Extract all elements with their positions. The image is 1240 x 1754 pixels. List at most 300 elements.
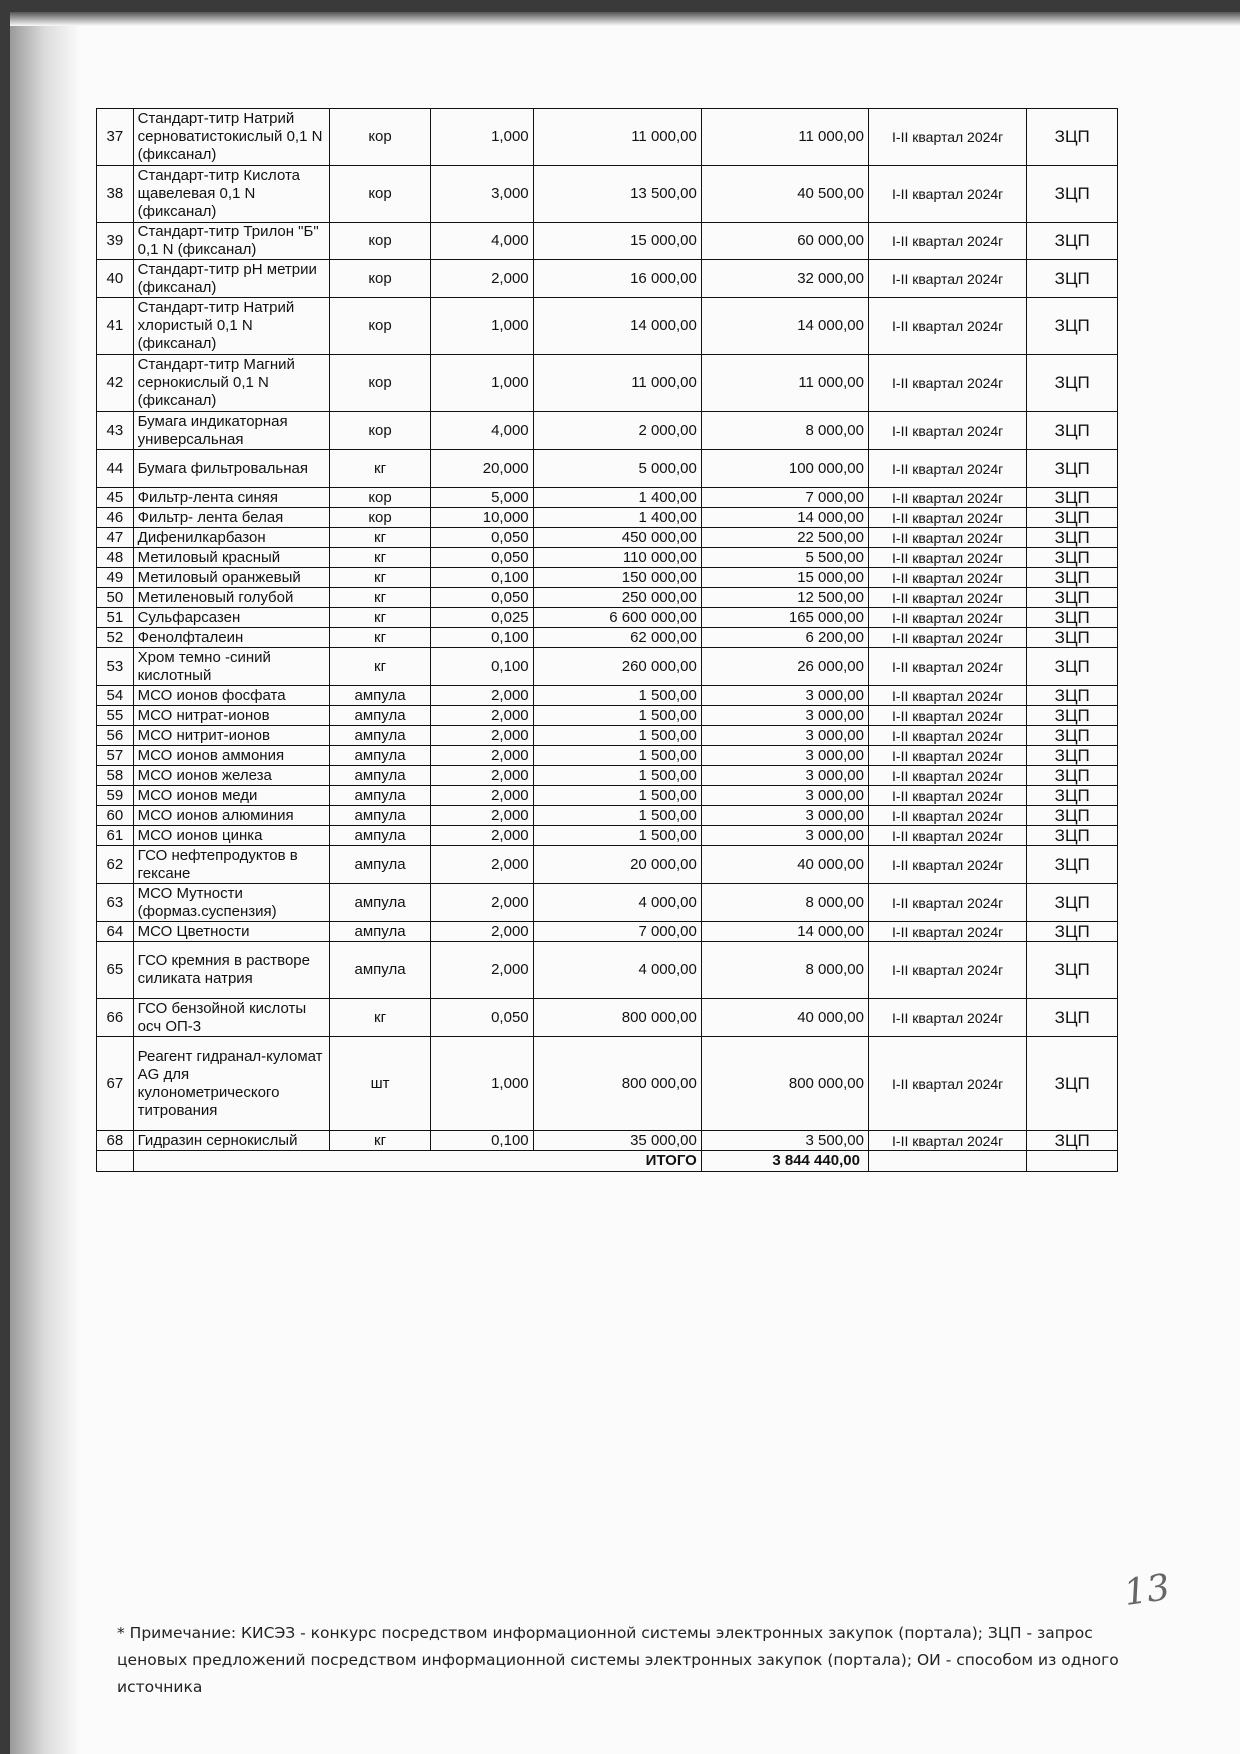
- period-cell: I-II квартал 2024г: [868, 999, 1026, 1037]
- period-cell: I-II квартал 2024г: [868, 260, 1026, 298]
- sum-cell: 11 000,00: [701, 355, 868, 412]
- table-row: [97, 1131, 1118, 1151]
- unit-cell: ампула: [329, 942, 430, 999]
- method-cell: ЗЦП: [1027, 806, 1118, 826]
- table-row: [97, 450, 1118, 488]
- quantity-cell: 0,100: [431, 568, 533, 588]
- item-name: МСО Мутности (формаз.суспензия): [133, 884, 329, 922]
- sum-cell: 3 000,00: [701, 746, 868, 766]
- table-row: [97, 746, 1118, 766]
- footnote: * Примечание: КИСЭЗ - конкурс посредством информационной системы электронных закупок (портала); ЗЦП - запрос ценовых предложений посредством информационной системы электронных закупок (портала); ОИ - способом из одного источника: [117, 1624, 1119, 1696]
- quantity-cell: 2,000: [431, 922, 533, 942]
- quantity-cell: 0,100: [431, 1131, 533, 1151]
- item-name: Метиловый оранжевый: [133, 568, 329, 588]
- sum-cell: 3 000,00: [701, 706, 868, 726]
- price-cell: 1 500,00: [533, 826, 701, 846]
- unit-cell: кг: [329, 1131, 430, 1151]
- unit-cell: кг: [329, 648, 430, 686]
- total-empty-cell: [1027, 1151, 1118, 1172]
- method-cell: ЗЦП: [1027, 648, 1118, 686]
- row-number: 39: [97, 223, 134, 260]
- price-cell: 4 000,00: [533, 942, 701, 999]
- total-label: ИТОГО: [133, 1151, 701, 1172]
- period-cell: I-II квартал 2024г: [868, 508, 1026, 528]
- item-name: Гидразин сернокислый: [133, 1131, 329, 1151]
- item-name: МСО ионов железа: [133, 766, 329, 786]
- table-row: [97, 786, 1118, 806]
- sum-cell: 3 000,00: [701, 826, 868, 846]
- period-cell: I-II квартал 2024г: [868, 686, 1026, 706]
- unit-cell: ампула: [329, 726, 430, 746]
- item-name: Хром темно -синий кислотный: [133, 648, 329, 686]
- row-number: 43: [97, 412, 134, 450]
- method-cell: ЗЦП: [1027, 706, 1118, 726]
- sum-cell: 14 000,00: [701, 922, 868, 942]
- method-cell: ЗЦП: [1027, 686, 1118, 706]
- quantity-cell: 2,000: [431, 884, 533, 922]
- row-number: 40: [97, 260, 134, 298]
- table-row: [97, 223, 1118, 260]
- period-cell: I-II квартал 2024г: [868, 166, 1026, 223]
- period-cell: I-II квартал 2024г: [868, 826, 1026, 846]
- table-row: [97, 528, 1118, 548]
- row-number: 64: [97, 922, 134, 942]
- scan-shadow-top: [10, 12, 1240, 26]
- row-number: 55: [97, 706, 134, 726]
- unit-cell: ампула: [329, 706, 430, 726]
- quantity-cell: 10,000: [431, 508, 533, 528]
- table-row: [97, 1037, 1118, 1131]
- quantity-cell: 0,050: [431, 548, 533, 568]
- method-cell: ЗЦП: [1027, 826, 1118, 846]
- method-cell: ЗЦП: [1027, 1131, 1118, 1151]
- row-number: 58: [97, 766, 134, 786]
- sum-cell: 3 000,00: [701, 786, 868, 806]
- price-cell: 5 000,00: [533, 450, 701, 488]
- row-number: 50: [97, 588, 134, 608]
- sum-cell: 14 000,00: [701, 508, 868, 528]
- unit-cell: кор: [329, 508, 430, 528]
- price-cell: 800 000,00: [533, 1037, 701, 1131]
- table-row: [97, 412, 1118, 450]
- table-row: [97, 726, 1118, 746]
- item-name: МСО Цветности: [133, 922, 329, 942]
- item-name: ГСО нефтепродуктов в гексане: [133, 846, 329, 884]
- price-cell: 1 500,00: [533, 806, 701, 826]
- method-cell: ЗЦП: [1027, 298, 1118, 355]
- price-cell: 14 000,00: [533, 298, 701, 355]
- row-number: 53: [97, 648, 134, 686]
- quantity-cell: 0,100: [431, 648, 533, 686]
- sum-cell: 7 000,00: [701, 488, 868, 508]
- sum-cell: 100 000,00: [701, 450, 868, 488]
- method-cell: ЗЦП: [1027, 488, 1118, 508]
- table-row: [97, 628, 1118, 648]
- quantity-cell: 20,000: [431, 450, 533, 488]
- table-row: [97, 109, 1118, 166]
- table-row: [97, 826, 1118, 846]
- price-cell: 2 000,00: [533, 412, 701, 450]
- sum-cell: 26 000,00: [701, 648, 868, 686]
- item-name: МСО ионов цинка: [133, 826, 329, 846]
- period-cell: I-II квартал 2024г: [868, 766, 1026, 786]
- item-name: Бумага индикаторная универсальная: [133, 412, 329, 450]
- quantity-cell: 2,000: [431, 766, 533, 786]
- quantity-cell: 0,050: [431, 999, 533, 1037]
- sum-cell: 14 000,00: [701, 298, 868, 355]
- period-cell: I-II квартал 2024г: [868, 109, 1026, 166]
- period-cell: I-II квартал 2024г: [868, 608, 1026, 628]
- row-number: 44: [97, 450, 134, 488]
- price-cell: 1 500,00: [533, 786, 701, 806]
- price-cell: 250 000,00: [533, 588, 701, 608]
- unit-cell: ампула: [329, 922, 430, 942]
- period-cell: I-II квартал 2024г: [868, 548, 1026, 568]
- period-cell: I-II квартал 2024г: [868, 528, 1026, 548]
- price-cell: 150 000,00: [533, 568, 701, 588]
- row-number: 59: [97, 786, 134, 806]
- unit-cell: кг: [329, 608, 430, 628]
- unit-cell: кор: [329, 223, 430, 260]
- price-cell: 7 000,00: [533, 922, 701, 942]
- total-value: 3 844 440,00: [701, 1151, 868, 1172]
- price-cell: 1 500,00: [533, 706, 701, 726]
- unit-cell: ампула: [329, 786, 430, 806]
- item-name: МСО ионов меди: [133, 786, 329, 806]
- quantity-cell: 2,000: [431, 846, 533, 884]
- row-number: 42: [97, 355, 134, 412]
- unit-cell: кг: [329, 568, 430, 588]
- item-name: Стандарт-титр Натрий серноватистокислый 0,1 N (фиксанал): [133, 109, 329, 166]
- sum-cell: 22 500,00: [701, 528, 868, 548]
- row-number: 52: [97, 628, 134, 648]
- table-row: [97, 166, 1118, 223]
- sum-cell: 3 000,00: [701, 686, 868, 706]
- quantity-cell: 2,000: [431, 686, 533, 706]
- item-name: МСО нитрат-ионов: [133, 706, 329, 726]
- scan-shadow-left: [10, 12, 80, 1754]
- table-row: [97, 999, 1118, 1037]
- quantity-cell: 4,000: [431, 412, 533, 450]
- sum-cell: 3 500,00: [701, 1131, 868, 1151]
- row-number: 57: [97, 746, 134, 766]
- price-cell: 16 000,00: [533, 260, 701, 298]
- period-cell: I-II квартал 2024г: [868, 568, 1026, 588]
- unit-cell: кор: [329, 298, 430, 355]
- price-cell: 1 400,00: [533, 508, 701, 528]
- method-cell: ЗЦП: [1027, 999, 1118, 1037]
- period-cell: I-II квартал 2024г: [868, 746, 1026, 766]
- total-empty-cell: [868, 1151, 1026, 1172]
- row-number: 47: [97, 528, 134, 548]
- total-row: [97, 1151, 1118, 1172]
- quantity-cell: 2,000: [431, 746, 533, 766]
- price-cell: 800 000,00: [533, 999, 701, 1037]
- method-cell: ЗЦП: [1027, 1037, 1118, 1131]
- unit-cell: кор: [329, 166, 430, 223]
- method-cell: ЗЦП: [1027, 568, 1118, 588]
- table-row: [97, 766, 1118, 786]
- unit-cell: ампула: [329, 846, 430, 884]
- price-cell: 110 000,00: [533, 548, 701, 568]
- quantity-cell: 1,000: [431, 355, 533, 412]
- price-cell: 35 000,00: [533, 1131, 701, 1151]
- item-name: МСО ионов алюминия: [133, 806, 329, 826]
- table-row: [97, 588, 1118, 608]
- quantity-cell: 1,000: [431, 1037, 533, 1131]
- sum-cell: 165 000,00: [701, 608, 868, 628]
- unit-cell: кг: [329, 999, 430, 1037]
- sum-cell: 40 000,00: [701, 999, 868, 1037]
- table-row: [97, 548, 1118, 568]
- sum-cell: 3 000,00: [701, 806, 868, 826]
- item-name: Метиленовый голубой: [133, 588, 329, 608]
- period-cell: I-II квартал 2024г: [868, 884, 1026, 922]
- price-cell: 4 000,00: [533, 884, 701, 922]
- method-cell: ЗЦП: [1027, 746, 1118, 766]
- item-name: Фенолфталеин: [133, 628, 329, 648]
- row-number: 48: [97, 548, 134, 568]
- price-cell: 260 000,00: [533, 648, 701, 686]
- unit-cell: кг: [329, 450, 430, 488]
- method-cell: ЗЦП: [1027, 109, 1118, 166]
- table-row: [97, 608, 1118, 628]
- period-cell: I-II квартал 2024г: [868, 786, 1026, 806]
- sum-cell: 11 000,00: [701, 109, 868, 166]
- sum-cell: 800 000,00: [701, 1037, 868, 1131]
- price-cell: 11 000,00: [533, 355, 701, 412]
- period-cell: I-II квартал 2024г: [868, 628, 1026, 648]
- sum-cell: 15 000,00: [701, 568, 868, 588]
- table-body: [97, 109, 1118, 1151]
- unit-cell: кор: [329, 488, 430, 508]
- quantity-cell: 4,000: [431, 223, 533, 260]
- sum-cell: 5 500,00: [701, 548, 868, 568]
- procurement-table: [96, 108, 1118, 1172]
- quantity-cell: 2,000: [431, 806, 533, 826]
- period-cell: I-II квартал 2024г: [868, 648, 1026, 686]
- price-cell: 1 500,00: [533, 766, 701, 786]
- row-number: 38: [97, 166, 134, 223]
- period-cell: I-II квартал 2024г: [868, 846, 1026, 884]
- unit-cell: ампула: [329, 806, 430, 826]
- unit-cell: кг: [329, 548, 430, 568]
- method-cell: ЗЦП: [1027, 726, 1118, 746]
- method-cell: ЗЦП: [1027, 412, 1118, 450]
- period-cell: I-II квартал 2024г: [868, 412, 1026, 450]
- sum-cell: 3 000,00: [701, 766, 868, 786]
- table-row: [97, 298, 1118, 355]
- method-cell: ЗЦП: [1027, 548, 1118, 568]
- row-number: 41: [97, 298, 134, 355]
- quantity-cell: 0,100: [431, 628, 533, 648]
- row-number: 37: [97, 109, 134, 166]
- table-row: [97, 884, 1118, 922]
- item-name: Стандарт-титр Натрий хлористый 0,1 N (фиксанал): [133, 298, 329, 355]
- quantity-cell: 3,000: [431, 166, 533, 223]
- table-row: [97, 648, 1118, 686]
- item-name: Реагент гидранал-куломат AG для кулонометрического титрования: [133, 1037, 329, 1131]
- unit-cell: ампула: [329, 686, 430, 706]
- unit-cell: ампула: [329, 766, 430, 786]
- row-number: 60: [97, 806, 134, 826]
- price-cell: 1 500,00: [533, 746, 701, 766]
- quantity-cell: 2,000: [431, 726, 533, 746]
- unit-cell: кг: [329, 528, 430, 548]
- quantity-cell: 2,000: [431, 786, 533, 806]
- row-number: 46: [97, 508, 134, 528]
- item-name: Стандарт-титр Трилон "Б" 0,1 N (фиксанал): [133, 223, 329, 260]
- row-number: 62: [97, 846, 134, 884]
- item-name: ГСО бензойной кислоты осч ОП-3: [133, 999, 329, 1037]
- unit-cell: ампула: [329, 884, 430, 922]
- item-name: МСО ионов аммония: [133, 746, 329, 766]
- item-name: Стандарт-титр pH метрии (фиксанал): [133, 260, 329, 298]
- method-cell: ЗЦП: [1027, 355, 1118, 412]
- quantity-cell: 2,000: [431, 706, 533, 726]
- sum-cell: 6 200,00: [701, 628, 868, 648]
- method-cell: ЗЦП: [1027, 884, 1118, 922]
- table-row: [97, 846, 1118, 884]
- item-name: ГСО кремния в растворе силиката натрия: [133, 942, 329, 999]
- sum-cell: 60 000,00: [701, 223, 868, 260]
- item-name: МСО ионов фосфата: [133, 686, 329, 706]
- method-cell: ЗЦП: [1027, 608, 1118, 628]
- unit-cell: кор: [329, 355, 430, 412]
- row-number: 63: [97, 884, 134, 922]
- price-cell: 6 600 000,00: [533, 608, 701, 628]
- method-cell: ЗЦП: [1027, 628, 1118, 648]
- row-number: 54: [97, 686, 134, 706]
- item-name: Бумага фильтровальная: [133, 450, 329, 488]
- sum-cell: 8 000,00: [701, 884, 868, 922]
- row-number: 49: [97, 568, 134, 588]
- price-cell: 1 500,00: [533, 686, 701, 706]
- period-cell: I-II квартал 2024г: [868, 706, 1026, 726]
- period-cell: I-II квартал 2024г: [868, 298, 1026, 355]
- period-cell: I-II квартал 2024г: [868, 488, 1026, 508]
- unit-cell: шт: [329, 1037, 430, 1131]
- table-row: [97, 355, 1118, 412]
- sum-cell: 12 500,00: [701, 588, 868, 608]
- period-cell: I-II квартал 2024г: [868, 922, 1026, 942]
- row-number: 68: [97, 1131, 134, 1151]
- price-cell: 450 000,00: [533, 528, 701, 548]
- quantity-cell: 1,000: [431, 298, 533, 355]
- period-cell: I-II квартал 2024г: [868, 450, 1026, 488]
- item-name: Стандарт-титр Магний сернокислый 0,1 N (фиксанал): [133, 355, 329, 412]
- row-number: 51: [97, 608, 134, 628]
- handwritten-page-number: 13: [1121, 1567, 1173, 1614]
- period-cell: I-II квартал 2024г: [868, 588, 1026, 608]
- item-name: Метиловый красный: [133, 548, 329, 568]
- unit-cell: кг: [329, 588, 430, 608]
- item-name: МСО нитрит-ионов: [133, 726, 329, 746]
- unit-cell: кор: [329, 109, 430, 166]
- period-cell: I-II квартал 2024г: [868, 726, 1026, 746]
- period-cell: I-II квартал 2024г: [868, 1131, 1026, 1151]
- item-name: Дифенилкарбазон: [133, 528, 329, 548]
- sum-cell: 40 500,00: [701, 166, 868, 223]
- quantity-cell: 0,050: [431, 528, 533, 548]
- item-name: Стандарт-титр Кислота щавелевая 0,1 N (фиксанал): [133, 166, 329, 223]
- period-cell: I-II квартал 2024г: [868, 355, 1026, 412]
- row-number: 66: [97, 999, 134, 1037]
- sum-cell: 8 000,00: [701, 412, 868, 450]
- method-cell: ЗЦП: [1027, 588, 1118, 608]
- method-cell: ЗЦП: [1027, 508, 1118, 528]
- price-cell: 1 400,00: [533, 488, 701, 508]
- method-cell: ЗЦП: [1027, 766, 1118, 786]
- quantity-cell: 1,000: [431, 109, 533, 166]
- price-cell: 1 500,00: [533, 726, 701, 746]
- method-cell: ЗЦП: [1027, 846, 1118, 884]
- price-cell: 11 000,00: [533, 109, 701, 166]
- sum-cell: 40 000,00: [701, 846, 868, 884]
- method-cell: ЗЦП: [1027, 786, 1118, 806]
- item-name: Сульфарсазен: [133, 608, 329, 628]
- item-name: Фильтр- лента белая: [133, 508, 329, 528]
- table-row: [97, 686, 1118, 706]
- unit-cell: ампула: [329, 746, 430, 766]
- method-cell: ЗЦП: [1027, 450, 1118, 488]
- table-row: [97, 568, 1118, 588]
- period-cell: I-II квартал 2024г: [868, 1037, 1026, 1131]
- quantity-cell: 2,000: [431, 942, 533, 999]
- period-cell: I-II квартал 2024г: [868, 942, 1026, 999]
- item-name: Фильтр-лента синяя: [133, 488, 329, 508]
- method-cell: ЗЦП: [1027, 922, 1118, 942]
- method-cell: ЗЦП: [1027, 528, 1118, 548]
- unit-cell: кор: [329, 260, 430, 298]
- unit-cell: кор: [329, 412, 430, 450]
- method-cell: ЗЦП: [1027, 166, 1118, 223]
- method-cell: ЗЦП: [1027, 260, 1118, 298]
- quantity-cell: 2,000: [431, 826, 533, 846]
- row-number: 61: [97, 826, 134, 846]
- price-cell: 20 000,00: [533, 846, 701, 884]
- row-number: 56: [97, 726, 134, 746]
- total-empty-cell: [97, 1151, 134, 1172]
- row-number: 65: [97, 942, 134, 999]
- quantity-cell: 0,025: [431, 608, 533, 628]
- table-row: [97, 922, 1118, 942]
- table-row: [97, 942, 1118, 999]
- method-cell: ЗЦП: [1027, 223, 1118, 260]
- table-row: [97, 260, 1118, 298]
- sum-cell: 3 000,00: [701, 726, 868, 746]
- period-cell: I-II квартал 2024г: [868, 806, 1026, 826]
- table-row: [97, 706, 1118, 726]
- quantity-cell: 2,000: [431, 260, 533, 298]
- table-row: [97, 806, 1118, 826]
- unit-cell: кг: [329, 628, 430, 648]
- price-cell: 62 000,00: [533, 628, 701, 648]
- table-row: [97, 508, 1118, 528]
- sum-cell: 32 000,00: [701, 260, 868, 298]
- row-number: 67: [97, 1037, 134, 1131]
- quantity-cell: 0,050: [431, 588, 533, 608]
- sum-cell: 8 000,00: [701, 942, 868, 999]
- quantity-cell: 5,000: [431, 488, 533, 508]
- method-cell: ЗЦП: [1027, 942, 1118, 999]
- table-row: [97, 488, 1118, 508]
- row-number: 45: [97, 488, 134, 508]
- period-cell: I-II квартал 2024г: [868, 223, 1026, 260]
- price-cell: 13 500,00: [533, 166, 701, 223]
- unit-cell: ампула: [329, 826, 430, 846]
- price-cell: 15 000,00: [533, 223, 701, 260]
